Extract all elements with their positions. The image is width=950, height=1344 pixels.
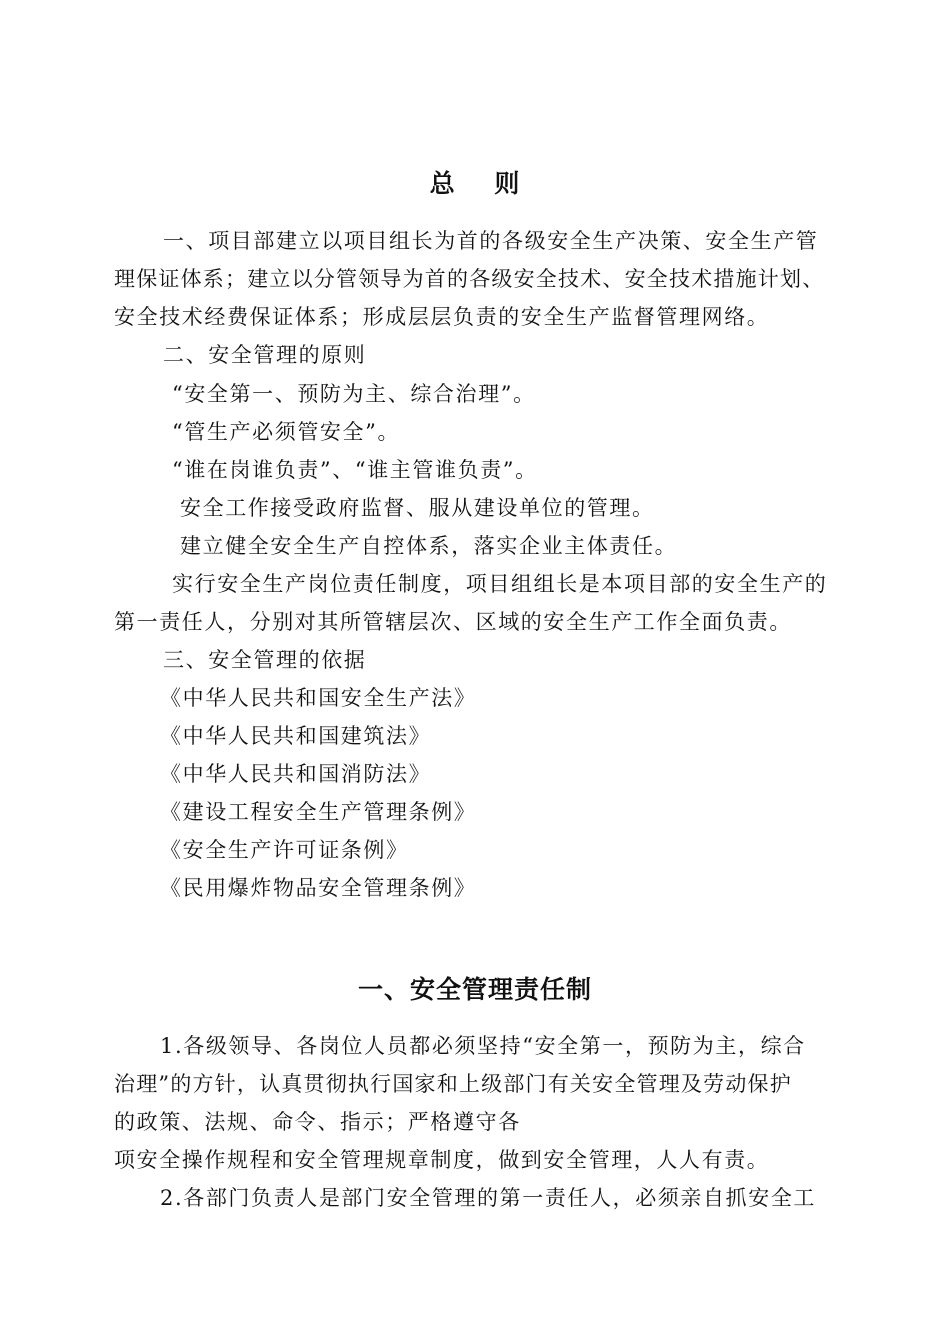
law-item: 《安全生产许可证条例》 [160,838,409,862]
general-provisions-title: 总 则 [429,169,521,198]
paragraph-line: 第一责任人，分别对其所管辖层次、区域的安全生产工作全面负责。 [114,610,792,634]
law-item: 《民用爆炸物品安全管理条例》 [160,876,477,900]
law-item: 《中华人民共和国安全生产法》 [160,686,477,710]
law-item: 《建设工程安全生产管理条例》 [160,800,477,824]
principle-item: “管生产必须管安全”。 [172,420,401,444]
law-item: 《中华人民共和国消防法》 [160,762,432,786]
paragraph-line: 实行安全生产岗位责任制度，项目组组长是本项目部的安全生产的 [172,572,828,596]
law-item: 《中华人民共和国建筑法》 [160,724,432,748]
paragraph-line: 1.各级领导、各岗位人员都必须坚持“安全第一，预防为主，综合 [160,1034,806,1058]
principle-item: 安全工作接受政府监督、服从建设单位的管理。 [180,496,655,520]
paragraph-line: 安全技术经费保证体系；形成层层负责的安全生产监督管理网络。 [114,305,770,329]
section-1-title: 一、安全管理责任制 [357,975,592,1004]
principle-item: “谁在岗谁负责”、“谁主管谁负责”。 [172,458,538,482]
principles-heading: 二、安全管理的原则 [163,343,367,367]
basis-heading: 三、安全管理的依据 [163,648,367,672]
principle-item: “安全第一、预防为主、综合治理”。 [172,382,536,406]
paragraph-line: 项安全操作规程和安全管理规章制度，做到安全管理，人人有责。 [114,1148,770,1172]
paragraph-line: 理保证体系；建立以分管领导为首的各级安全技术、安全技术措施计划、 [114,267,825,291]
paragraph-line: 治理”的方针，认真贯彻执行国家和上级部门有关安全管理及劳动保护 [114,1072,792,1096]
paragraph-line: 一、项目部建立以项目组长为首的各级安全生产决策、安全生产管 [163,229,819,253]
paragraph-line: 2.各部门负责人是部门安全管理的第一责任人，必须亲自抓安全工 [160,1186,817,1210]
principle-item: 建立健全安全生产自控体系，落实企业主体责任。 [180,534,678,558]
paragraph-line: 的政策、法规、命令、指示；严格遵守各 [114,1110,521,1134]
